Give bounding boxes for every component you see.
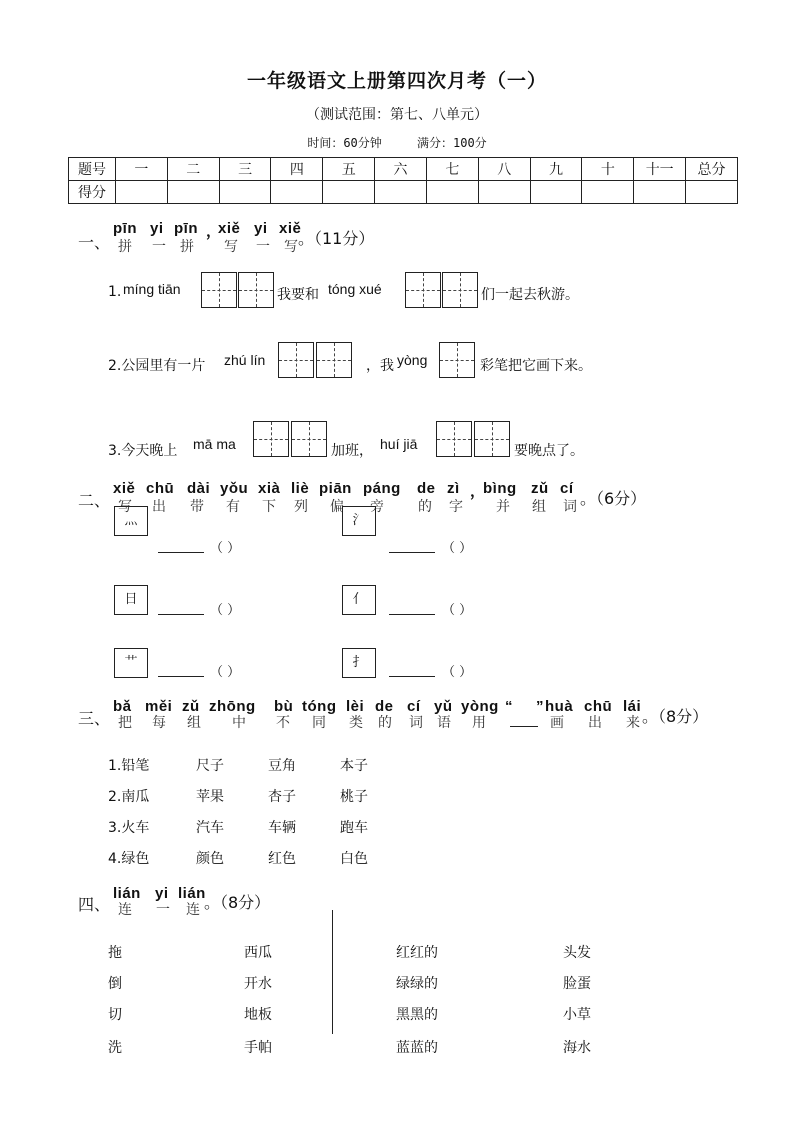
section1-char-1: 一	[152, 239, 166, 255]
writing-box[interactable]	[253, 421, 289, 457]
page-title: 一年级语文上册第四次月考（一）	[246, 70, 547, 92]
score-col: 三	[219, 158, 271, 181]
s1-q1-text-mid: 我要和	[277, 287, 319, 303]
section2-char-0: 写	[118, 499, 132, 515]
match-item[interactable]: 拖	[108, 945, 122, 961]
answer-blank[interactable]	[158, 600, 204, 615]
s1-q1-text-end: 们一起去秋游。	[481, 287, 579, 303]
section3-pinyin-10: yòng	[461, 698, 499, 715]
section2-char-7: 旁	[370, 499, 384, 515]
radical-box: 灬	[114, 506, 148, 536]
answer-paren[interactable]: （ ）	[442, 665, 473, 680]
section4-pinyin-1: yi	[155, 885, 169, 902]
score-row-label: 得分	[69, 181, 116, 204]
answer-blank[interactable]	[389, 662, 435, 677]
s1-q1-number: 1.	[108, 284, 122, 300]
section1-char-6: 写	[284, 239, 298, 255]
section2-pinyin-8: de	[417, 480, 436, 497]
score-cell[interactable]	[167, 181, 219, 204]
section4-number: 四、	[78, 895, 111, 914]
section2-pinyin-5: liè	[291, 480, 310, 497]
section2-char-4: 下	[262, 499, 276, 515]
word-item: 颜色	[196, 851, 224, 867]
score-table	[68, 157, 738, 204]
time-info	[0, 134, 794, 151]
match-item[interactable]: 倒	[108, 976, 122, 992]
section3-char-14: 出	[588, 715, 602, 731]
section2-pinyin-12: zǔ	[531, 480, 549, 497]
score-table-label: 题号	[69, 158, 116, 181]
score-cell[interactable]	[478, 181, 530, 204]
section3-char-0: 把	[118, 715, 132, 731]
section2-char-5: 列	[294, 499, 308, 515]
s1-q1-pinyin-2: tóng xué	[328, 281, 382, 297]
score-col: 四	[271, 158, 323, 181]
section3-char-10: 用	[472, 715, 486, 731]
match-item[interactable]: 西瓜	[244, 945, 272, 961]
section3-char-8: 词	[409, 715, 423, 731]
word-item: 汽车	[196, 820, 224, 836]
section3-pinyin-3: zhōng	[209, 698, 256, 715]
section3-pinyin-2: zǔ	[182, 698, 200, 715]
word-item: 跑车	[340, 820, 368, 836]
section1-pinyin-2: pīn	[174, 220, 198, 237]
section1-pinyin-0: pīn	[113, 220, 137, 237]
word-item: 3.火车	[108, 820, 150, 836]
section3-char-5: 同	[312, 715, 326, 731]
section2-pinyin-10: ，	[470, 483, 486, 500]
s1-q3-text-mid: 加班，	[331, 443, 373, 459]
score-table-header-row	[69, 158, 738, 181]
word-item: 白色	[340, 851, 368, 867]
section2-pinyin-2: dài	[187, 480, 211, 497]
section3-char-13: 画	[550, 715, 564, 731]
s1-q2-text-mid: ，我	[366, 358, 394, 374]
match-item[interactable]: 头发	[563, 945, 591, 961]
section1-char-0: 拼	[118, 239, 132, 255]
match-item[interactable]: 洗	[108, 1040, 122, 1056]
section2-char-12: 组	[532, 499, 546, 515]
section3-number: 三、	[78, 709, 111, 728]
radical-box: 日	[114, 585, 148, 615]
answer-blank[interactable]	[158, 662, 204, 677]
match-item[interactable]: 海水	[563, 1040, 591, 1056]
section2-char-9: 字	[449, 499, 463, 515]
writing-box[interactable]	[405, 272, 441, 308]
answer-paren[interactable]: （ ）	[210, 665, 241, 680]
writing-box[interactable]	[436, 421, 472, 457]
score-cell[interactable]	[375, 181, 427, 204]
score-cell[interactable]	[686, 181, 738, 204]
word-item: 苹果	[196, 789, 224, 805]
score-cell[interactable]	[323, 181, 375, 204]
section4-char-2: 连	[186, 902, 200, 918]
section3-score: 。（8分）	[642, 707, 709, 726]
section4-pinyin-0: lián	[113, 885, 141, 902]
s1-q2-text-lead: 2.公园里有一片	[108, 358, 206, 374]
section3-char-15: 来	[626, 715, 640, 731]
section3-pinyin-13: huà	[545, 698, 574, 715]
radical-box: 亻	[342, 585, 376, 615]
section1-pinyin-6: xiě	[279, 220, 302, 237]
score-col: 一	[116, 158, 168, 181]
score-col: 十一	[634, 158, 686, 181]
section3-pinyin-1: měi	[145, 698, 173, 715]
section3-pinyin-9: yǔ	[434, 698, 453, 715]
match-item[interactable]: 绿绿的	[396, 976, 438, 992]
section3-pinyin-11: “	[505, 698, 513, 715]
section2-pinyin-9: zì	[447, 480, 460, 497]
score-col: 十	[582, 158, 634, 181]
section3-pinyin-0: bǎ	[113, 698, 132, 715]
score-table-score-row	[69, 181, 738, 204]
score-cell[interactable]	[582, 181, 634, 204]
section4-char-1: 一	[156, 902, 170, 918]
section3-pinyin-6: lèi	[346, 698, 365, 715]
s1-q3-text-lead: 3.今天晚上	[108, 443, 178, 459]
score-cell[interactable]	[219, 181, 271, 204]
column-divider	[332, 910, 333, 1034]
score-col: 五	[323, 158, 375, 181]
section3-char-6: 类	[349, 715, 363, 731]
writing-box[interactable]	[201, 272, 237, 308]
section2-char-13: 词	[563, 499, 577, 515]
section3-pinyin-8: cí	[407, 698, 421, 715]
section2-char-8: 的	[418, 499, 432, 515]
radical-box: 艹	[114, 648, 148, 678]
section2-char-2: 带	[190, 499, 204, 515]
s1-q2-text-end: 彩笔把它画下来。	[480, 358, 592, 374]
writing-box[interactable]	[316, 342, 352, 378]
word-item: 尺子	[196, 758, 224, 774]
match-item[interactable]: 蓝蓝的	[396, 1040, 438, 1056]
radical-box: 扌	[342, 648, 376, 678]
answer-blank[interactable]	[158, 538, 204, 553]
word-item: 4.绿色	[108, 851, 150, 867]
score-col: 七	[426, 158, 478, 181]
section3-pinyin-4: bù	[274, 698, 294, 715]
section1-number: 一、	[78, 233, 111, 252]
section2-pinyin-6: piān	[319, 480, 352, 497]
time-limit: 时间：60分钟	[307, 136, 382, 150]
section1-char-2: 拼	[180, 239, 194, 255]
match-item[interactable]: 小草	[563, 1007, 591, 1023]
word-item: 1.铅笔	[108, 758, 150, 774]
section2-pinyin-0: xiě	[113, 480, 136, 497]
score-cell[interactable]	[530, 181, 582, 204]
match-item[interactable]: 地板	[244, 1007, 272, 1023]
match-item[interactable]: 黑黑的	[396, 1007, 438, 1023]
s1-q3-pinyin-1: mā ma	[193, 436, 236, 452]
s1-q1-pinyin-1: míng tiān	[123, 281, 181, 297]
section2-pinyin-7: páng	[363, 480, 401, 497]
section3-pinyin-5: tóng	[302, 698, 337, 715]
score-cell[interactable]	[271, 181, 323, 204]
score-col: 二	[167, 158, 219, 181]
section1-score: 。（11分）	[298, 229, 375, 248]
writing-box[interactable]	[278, 342, 314, 378]
writing-box[interactable]	[238, 272, 274, 308]
section2-char-11: 并	[496, 499, 510, 515]
score-col: 九	[530, 158, 582, 181]
full-score: 满分：100分	[417, 136, 487, 150]
section2-pinyin-1: chū	[146, 480, 175, 497]
match-item[interactable]: 切	[108, 1007, 122, 1023]
section2-char-1: 出	[152, 499, 166, 515]
answer-blank[interactable]	[389, 600, 435, 615]
match-item[interactable]: 手帕	[244, 1040, 272, 1056]
section2-pinyin-4: xià	[258, 480, 281, 497]
section3-pinyin-7: de	[375, 698, 394, 715]
answer-paren[interactable]: （ ）	[210, 541, 241, 556]
score-col: 总分	[686, 158, 738, 181]
section2-char-6: 偏	[330, 499, 344, 515]
section3-char-1: 每	[152, 715, 166, 731]
section4-score: 。（8分）	[204, 893, 271, 912]
score-cell[interactable]	[426, 181, 478, 204]
test-scope: （测试范围：第七、八单元）	[306, 107, 488, 123]
match-item[interactable]: 红红的	[396, 945, 438, 961]
answer-blank[interactable]	[389, 538, 435, 553]
match-item[interactable]: 开水	[244, 976, 272, 992]
word-item: 红色	[268, 851, 296, 867]
quote-underline	[510, 726, 538, 727]
s1-q3-text-end: 要晚点了。	[514, 443, 584, 459]
word-item: 杏子	[268, 789, 296, 805]
score-col: 八	[478, 158, 530, 181]
section2-char-3: 有	[226, 499, 240, 515]
answer-paren[interactable]: （ ）	[442, 541, 473, 556]
section1-pinyin-3: ，	[206, 223, 222, 240]
section3-char-7: 的	[378, 715, 392, 731]
writing-box[interactable]	[439, 342, 475, 378]
section1-pinyin-1: yi	[150, 220, 164, 237]
section1-pinyin-4: xiě	[218, 220, 241, 237]
section1-char-4: 写	[224, 239, 238, 255]
word-item: 豆角	[268, 758, 296, 774]
section2-pinyin-11: bìng	[483, 480, 517, 497]
word-item: 本子	[340, 758, 368, 774]
radical-box: 氵	[342, 506, 376, 536]
word-item: 桃子	[340, 789, 368, 805]
section1-char-5: 一	[256, 239, 270, 255]
writing-box[interactable]	[442, 272, 478, 308]
s1-q3-pinyin-2: huí jiā	[380, 436, 418, 452]
section4-pinyin-2: lián	[178, 885, 206, 902]
s1-q2-pinyin-1: zhú lín	[224, 352, 266, 368]
answer-paren[interactable]: （ ）	[210, 603, 241, 618]
section3-char-2: 组	[187, 715, 201, 731]
section3-pinyin-15: lái	[623, 698, 642, 715]
answer-paren[interactable]: （ ）	[442, 603, 473, 618]
score-cell[interactable]	[116, 181, 168, 204]
s1-q2-pinyin-2: yòng	[397, 352, 428, 368]
writing-box[interactable]	[291, 421, 327, 457]
word-item: 2.南瓜	[108, 789, 150, 805]
word-item: 车辆	[268, 820, 296, 836]
match-item[interactable]: 脸蛋	[563, 976, 591, 992]
section3-char-4: 不	[276, 715, 290, 731]
section3-pinyin-12: ”	[536, 698, 544, 715]
writing-box[interactable]	[474, 421, 510, 457]
section1-pinyin-5: yi	[254, 220, 268, 237]
section2-pinyin-13: cí	[560, 480, 574, 497]
section3-pinyin-14: chū	[584, 698, 613, 715]
section2-score: 。（6分）	[580, 489, 647, 508]
section2-pinyin-3: yǒu	[220, 480, 249, 497]
section2-number: 二、	[78, 491, 111, 510]
score-cell[interactable]	[634, 181, 686, 204]
section4-char-0: 连	[118, 902, 132, 918]
section3-char-3: 中	[232, 715, 246, 731]
section3-char-9: 语	[437, 715, 451, 731]
score-col: 六	[375, 158, 427, 181]
